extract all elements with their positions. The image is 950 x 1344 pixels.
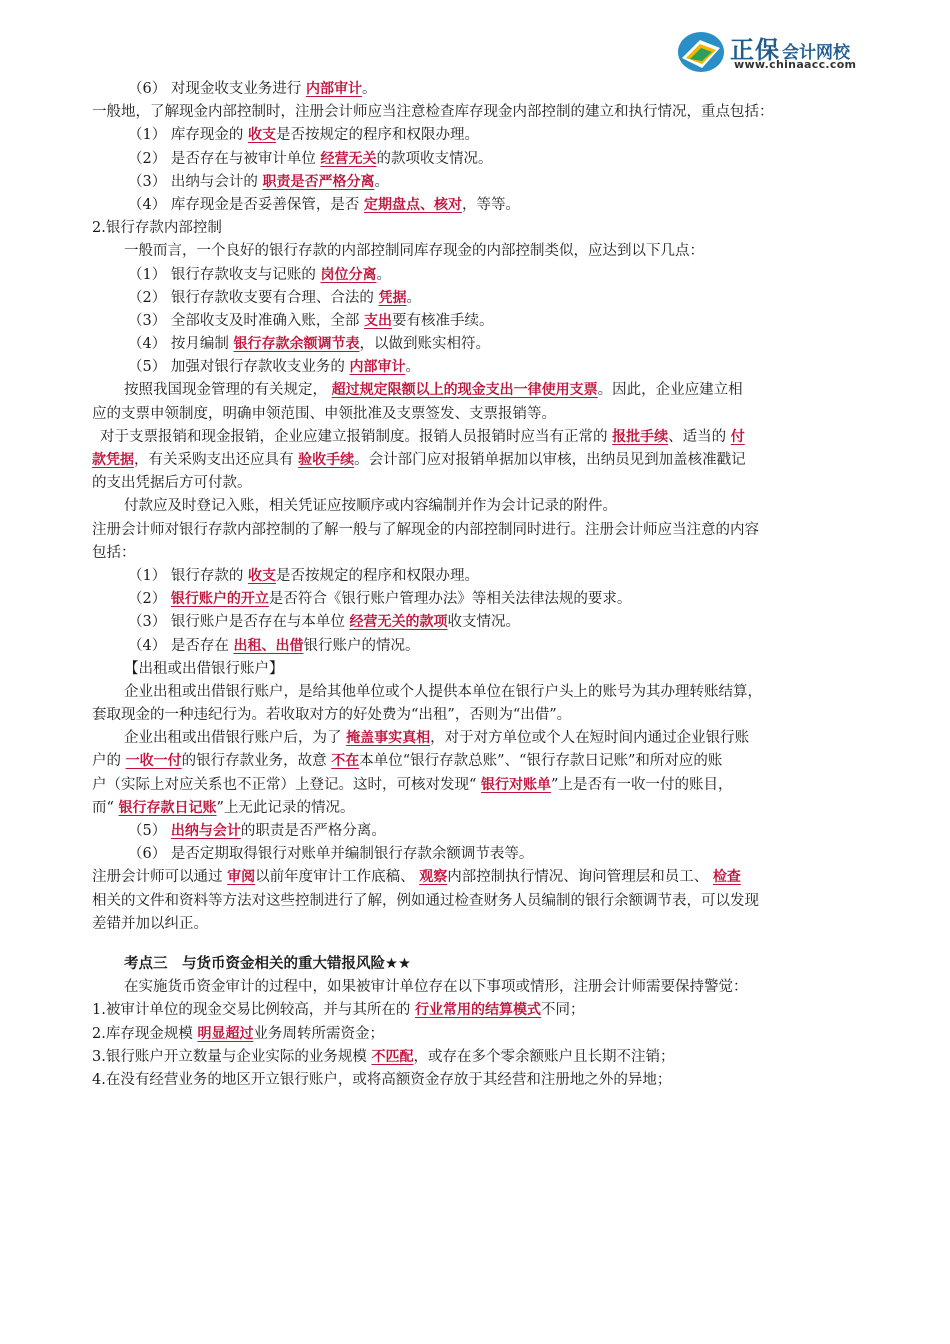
text-run: 企业出租或出借银行账户，是给其他单位或个人提供本单位在银行户头上的账号为其办理转账结算，: [124, 683, 762, 700]
text-line: [92, 403, 872, 426]
text-run: （3） 出纳与会计的: [128, 173, 263, 190]
text-run: 。: [406, 289, 421, 306]
text-line: [92, 449, 872, 472]
text-run: ，以做到账实相符。: [359, 336, 490, 353]
text-line: [92, 635, 872, 658]
text-line: [92, 101, 872, 124]
key-term: 观察: [419, 869, 448, 886]
text-run: 注册会计师可以通过: [92, 869, 228, 886]
text-line: [92, 426, 872, 449]
text-run: ，有关采购支出还应具有: [134, 452, 299, 468]
text-run: 差错并加以纠正。: [92, 915, 208, 932]
cropped-top-text: [92, 44, 212, 52]
text-line: [92, 287, 872, 310]
text-line: [92, 379, 872, 402]
text-run: （3） 银行账户是否存在与本单位: [128, 614, 350, 631]
key-term: 岗位分离: [320, 266, 377, 283]
text-run: （2） 银行存款收支要有合理、合法的: [128, 289, 379, 306]
text-run: 的银行存款业务，故意: [181, 753, 332, 770]
text-run: 包括：: [92, 544, 136, 561]
text-run: （1） 银行存款收支与记账的: [128, 266, 321, 283]
text-run: （1） 银行存款的: [128, 567, 248, 584]
text-run: （2）: [128, 591, 171, 608]
text-run: 户（实际上对应关系也不正常）上登记。这时，可核对发现“: [92, 776, 482, 793]
text-run: 一般而言，一个良好的银行存款的内部控制同库存现金的内部控制类似，应达到以下几点：: [124, 243, 704, 260]
text-line: [92, 750, 872, 773]
text-run: 业务周转所需资金；: [253, 1025, 384, 1042]
logo-url: www.chinaacc.com: [734, 58, 857, 71]
key-term: 职责是否严格分离: [262, 173, 375, 190]
text-run: 。因此，企业应建立相: [597, 382, 743, 399]
key-term: 款凭据: [92, 452, 134, 468]
key-term: 银行对账单: [481, 776, 552, 793]
text-run: 的职责是否严格分离。: [240, 823, 386, 839]
text-line: [92, 953, 872, 976]
text-line: [92, 820, 872, 843]
text-line: [92, 611, 872, 634]
text-line: [92, 78, 872, 101]
text-run: 不同；: [540, 1002, 585, 1019]
key-term: 明显超过: [197, 1025, 254, 1042]
text-run: 要有核准手续。: [391, 312, 494, 329]
key-term: 银行存款日记账: [118, 799, 217, 816]
text-run: 4.在没有经营业务的地区开立银行账户，或将高额资金存放于其经营和注册地之外的异地；: [92, 1071, 672, 1088]
text-run: 收支情况。: [447, 614, 520, 631]
text-run: 是否按规定的程序和权限办理。: [275, 127, 479, 144]
key-term: 付: [730, 428, 745, 445]
text-run: （2） 是否存在与被审计单位: [128, 150, 321, 167]
text-run: 以前年度审计工作底稿、: [255, 869, 420, 886]
text-line: [92, 356, 872, 379]
text-run: 内部控制执行情况、询问管理层和员工、: [447, 869, 713, 886]
text-line: [92, 890, 872, 913]
text-run: （3） 全部收支及时准确入账，全部: [128, 312, 364, 329]
document-body: [92, 78, 872, 1092]
text-run: ”上是否有一收一付的账目，: [551, 776, 733, 793]
text-line: [92, 148, 872, 171]
text-run: ”上无此记录的情况。: [216, 799, 355, 816]
text-line: [92, 519, 872, 542]
text-run: （6） 对现金收支业务进行: [128, 81, 306, 97]
key-term: 银行存款余额调节表: [233, 336, 360, 353]
text-run: 企业出租或出借银行账户后，为了: [124, 730, 347, 747]
text-line: [92, 1023, 872, 1046]
text-line: [92, 976, 872, 999]
text-line: [92, 681, 872, 704]
text-run: 、适当的: [668, 428, 731, 445]
paragraph-gap: [92, 936, 872, 953]
key-term: 审阅: [227, 869, 256, 886]
text-run: 。: [376, 266, 391, 283]
text-run: ，或存在多个零余额账户且长期不注销；: [413, 1048, 675, 1065]
text-line: [92, 472, 872, 495]
key-term: 经营无关: [320, 150, 377, 167]
key-term: 一收一付: [125, 753, 182, 770]
text-line: [92, 194, 872, 217]
text-line: [92, 704, 872, 727]
key-term: 不在: [331, 753, 360, 770]
text-run: 注册会计师对银行存款内部控制的了解一般与了解现金的内部控制同时进行。注册会计师应当注意的内容: [92, 521, 759, 538]
key-term: 经营无关的款项: [349, 614, 448, 631]
text-run: 是否符合《银行账户管理办法》等相关法律法规的要求。: [268, 591, 632, 608]
text-run: 一般地，了解现金内部控制时，注册会计师应当注意检查库存现金内部控制的建立和执行情况，重点包括：: [92, 104, 774, 121]
text-run: 按照我国现金管理的有关规定，: [124, 382, 332, 399]
text-run: （1） 库存现金的: [128, 127, 248, 144]
text-run: ，对于对方单位或个人在短时间内通过企业银行账: [430, 730, 750, 747]
key-term: 收支: [247, 127, 276, 144]
text-line: [92, 1069, 872, 1092]
key-term: 检查: [712, 869, 741, 886]
key-term: 银行账户的开立: [170, 591, 269, 608]
key-term: 出租、出借: [233, 637, 304, 654]
text-run: 的支出凭据后方可付款。: [92, 475, 252, 492]
text-run: 考点三 与货币资金相关的重大错报风险★★: [124, 955, 411, 972]
text-line: [92, 124, 872, 147]
text-run: 对于支票报销和现金报销，企业应建立报销制度。报销人员报销时应当有正常的: [100, 428, 613, 445]
text-run: 。会计部门应对报销单据加以审核，出纳员见到加盖核准戳记: [354, 452, 746, 468]
text-run: 在实施货币资金审计的过程中，如果被审计单位存在以下事项或情形，注册会计师需要保持警觉：: [124, 979, 748, 996]
text-line: [92, 495, 872, 518]
text-run: （5） 加强对银行存款收支业务的: [128, 359, 350, 376]
text-run: （4） 库存现金是否妥善保管，是否: [128, 196, 364, 213]
key-term: 凭据: [378, 289, 407, 306]
key-term: 超过规定限额以上的现金支出一律使用支票: [331, 382, 598, 399]
text-line: [92, 264, 872, 287]
text-run: （4） 按月编制: [128, 336, 234, 353]
text-run: （6） 是否定期取得银行对账单并编制银行存款余额调节表等。: [128, 846, 534, 863]
logo-emblem-icon: [676, 28, 726, 74]
text-line: [92, 999, 872, 1022]
text-run: 相关的文件和资料等方法对这些控制进行了解，例如通过检查财务人员编制的银行余额调节表，可以发现: [92, 892, 759, 909]
text-line: [92, 913, 872, 936]
logo-text-secondary: 会计网校: [782, 43, 850, 63]
brand-logo[interactable]: [676, 26, 876, 76]
text-run: （5）: [128, 823, 171, 839]
text-run: 2.库存现金规模: [92, 1025, 198, 1042]
text-line: [92, 866, 872, 889]
text-line: [92, 310, 872, 333]
text-run: 。: [405, 359, 420, 376]
text-run: 的款项收支情况。: [376, 150, 493, 167]
key-term: 行业常用的结算模式: [414, 1002, 541, 1019]
logo-text: 正保: [730, 36, 780, 64]
text-line: [92, 217, 872, 240]
text-line: [92, 565, 872, 588]
text-run: 3.银行账户开立数量与企业实际的业务规模: [92, 1048, 372, 1065]
key-term: 支出: [363, 312, 392, 329]
text-run: 是否按规定的程序和权限办理。: [275, 567, 479, 584]
text-line: [92, 542, 872, 565]
text-run: 付款应及时登记入账，相关凭证应按顺序或内容编制并作为会计记录的附件。: [124, 498, 617, 515]
text-line: [92, 333, 872, 356]
key-term: 掩盖事实真相: [346, 730, 431, 747]
key-term: 出纳与会计: [170, 823, 241, 839]
key-term: 收支: [247, 567, 276, 584]
text-line: [92, 774, 872, 797]
key-term: 报批手续: [612, 428, 669, 445]
text-run: （4） 是否存在: [128, 637, 234, 654]
text-run: ，等等。: [461, 196, 520, 213]
text-line: [92, 797, 872, 820]
text-run: 银行账户的情况。: [303, 637, 420, 654]
key-term: 内部审计: [349, 359, 406, 376]
text-line: [92, 171, 872, 194]
text-run: 而“: [92, 799, 119, 816]
text-line: [92, 1046, 872, 1069]
text-run: 本单位“银行存款总账”、“银行存款日记账”和所对应的账: [359, 753, 723, 770]
key-term: 不匹配: [371, 1048, 414, 1065]
text-run: 。: [374, 173, 389, 190]
text-line: [92, 240, 872, 263]
text-run: 应的支票申领制度，明确申领范围、申领批准及支票签发、支票报销等。: [92, 405, 556, 422]
text-run: 【出租或出借银行账户】: [124, 660, 284, 677]
text-line: [92, 843, 872, 866]
text-line: [92, 658, 872, 681]
text-run: 。: [361, 81, 377, 97]
key-term: 定期盘点、核对: [363, 196, 462, 213]
text-line: [92, 588, 872, 611]
key-term: 验收手续: [298, 452, 355, 468]
text-run: 户的: [92, 753, 126, 770]
text-line: [92, 727, 872, 750]
key-term: 内部审计: [305, 81, 362, 97]
text-run: 套取现金的一种违纪行为。若收取对方的好处费为“出租”，否则为“出借”。: [92, 707, 572, 724]
text-run: 2.银行存款内部控制: [92, 220, 222, 237]
text-run: 1.被审计单位的现金交易比例较高，并与其所在的: [92, 1002, 415, 1019]
